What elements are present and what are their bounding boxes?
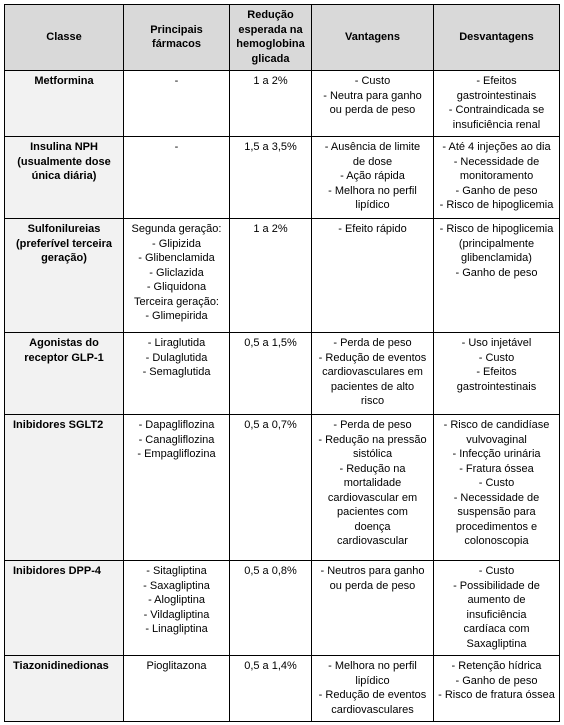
- hba1c-reduction-cell: 1 a 2%: [230, 219, 312, 333]
- hba1c-reduction-cell: 0,5 a 0,8%: [230, 561, 312, 656]
- drugs-cell: -: [124, 71, 230, 137]
- header-reducao: Redução esperada na hemoglobina glicada: [230, 5, 312, 71]
- hba1c-reduction-cell: 1,5 a 3,5%: [230, 137, 312, 219]
- drugs-cell: Segunda geração: - Glipizida - Glibenclamida - Gliclazida - Gliquidona Terceira geração: - Glimepirida: [124, 219, 230, 333]
- header-classe: Classe: [5, 5, 124, 71]
- advantages-cell: - Melhora no perfil lipídico - Redução de eventos cardiovasculares: [312, 656, 434, 722]
- advantages-cell: - Custo - Neutra para ganho ou perda de peso: [312, 71, 434, 137]
- hba1c-reduction-cell: 0,5 a 1,4%: [230, 656, 312, 722]
- class-name-cell: Agonistas do receptor GLP-1: [5, 333, 124, 415]
- class-name-cell: Inibidores DPP-4: [5, 561, 124, 656]
- table-row: [5, 71, 560, 137]
- header-row: [5, 5, 560, 71]
- hba1c-reduction-cell: 0,5 a 0,7%: [230, 415, 312, 561]
- class-name-cell: Sulfonilureias (preferível terceira geração): [5, 219, 124, 333]
- drugs-cell: - Dapagliflozina - Canagliflozina - Empagliflozina: [124, 415, 230, 561]
- diabetes-drug-classes-table: [4, 4, 560, 722]
- table-row: [5, 219, 560, 333]
- disadvantages-cell: - Até 4 injeções ao dia - Necessidade de monitoramento - Ganho de peso - Risco de hipoglicemia: [434, 137, 560, 219]
- class-name-cell: Tiazonidinedionas: [5, 656, 124, 722]
- class-name-cell: Inibidores SGLT2: [5, 415, 124, 561]
- table-row: [5, 415, 560, 561]
- table-row: [5, 561, 560, 656]
- hba1c-reduction-cell: 1 a 2%: [230, 71, 312, 137]
- table-row: [5, 333, 560, 415]
- class-name-cell: Insulina NPH (usualmente dose única diária): [5, 137, 124, 219]
- drugs-cell: - Liraglutida - Dulaglutida - Semaglutida: [124, 333, 230, 415]
- header-vantagens: Vantagens: [312, 5, 434, 71]
- advantages-cell: - Ausência de limite de dose - Ação rápida - Melhora no perfil lipídico: [312, 137, 434, 219]
- disadvantages-cell: - Uso injetável - Custo - Efeitos gastrointestinais: [434, 333, 560, 415]
- table-row: [5, 656, 560, 722]
- drugs-cell: -: [124, 137, 230, 219]
- advantages-cell: - Perda de peso - Redução na pressão sistólica - Redução na mortalidade cardiovascular em pacientes com doença cardiovascular: [312, 415, 434, 561]
- header-farmacos: Principais fármacos: [124, 5, 230, 71]
- disadvantages-cell: - Risco de hipoglicemia (principalmente glibenclamida) - Ganho de peso: [434, 219, 560, 333]
- advantages-cell: - Efeito rápido: [312, 219, 434, 333]
- hba1c-reduction-cell: 0,5 a 1,5%: [230, 333, 312, 415]
- advantages-cell: - Neutros para ganho ou perda de peso: [312, 561, 434, 656]
- disadvantages-cell: - Efeitos gastrointestinais - Contraindicada se insuficiência renal: [434, 71, 560, 137]
- disadvantages-cell: - Custo - Possibilidade de aumento de insuficiência cardíaca com Saxagliptina: [434, 561, 560, 656]
- drugs-cell: Pioglitazona: [124, 656, 230, 722]
- class-name-cell: Metformina: [5, 71, 124, 137]
- table-row: [5, 137, 560, 219]
- drugs-cell: - Sitagliptina - Saxagliptina - Alogliptina - Vildagliptina - Linagliptina: [124, 561, 230, 656]
- advantages-cell: - Perda de peso - Redução de eventos cardiovasculares em pacientes de alto risco: [312, 333, 434, 415]
- disadvantages-cell: - Retenção hídrica - Ganho de peso - Risco de fratura óssea: [434, 656, 560, 722]
- disadvantages-cell: - Risco de candidíase vulvovaginal - Infecção urinária - Fratura óssea - Custo - Necessidade de suspensão para procedimentos e colonoscopia: [434, 415, 560, 561]
- header-desvantagens: Desvantagens: [434, 5, 560, 71]
